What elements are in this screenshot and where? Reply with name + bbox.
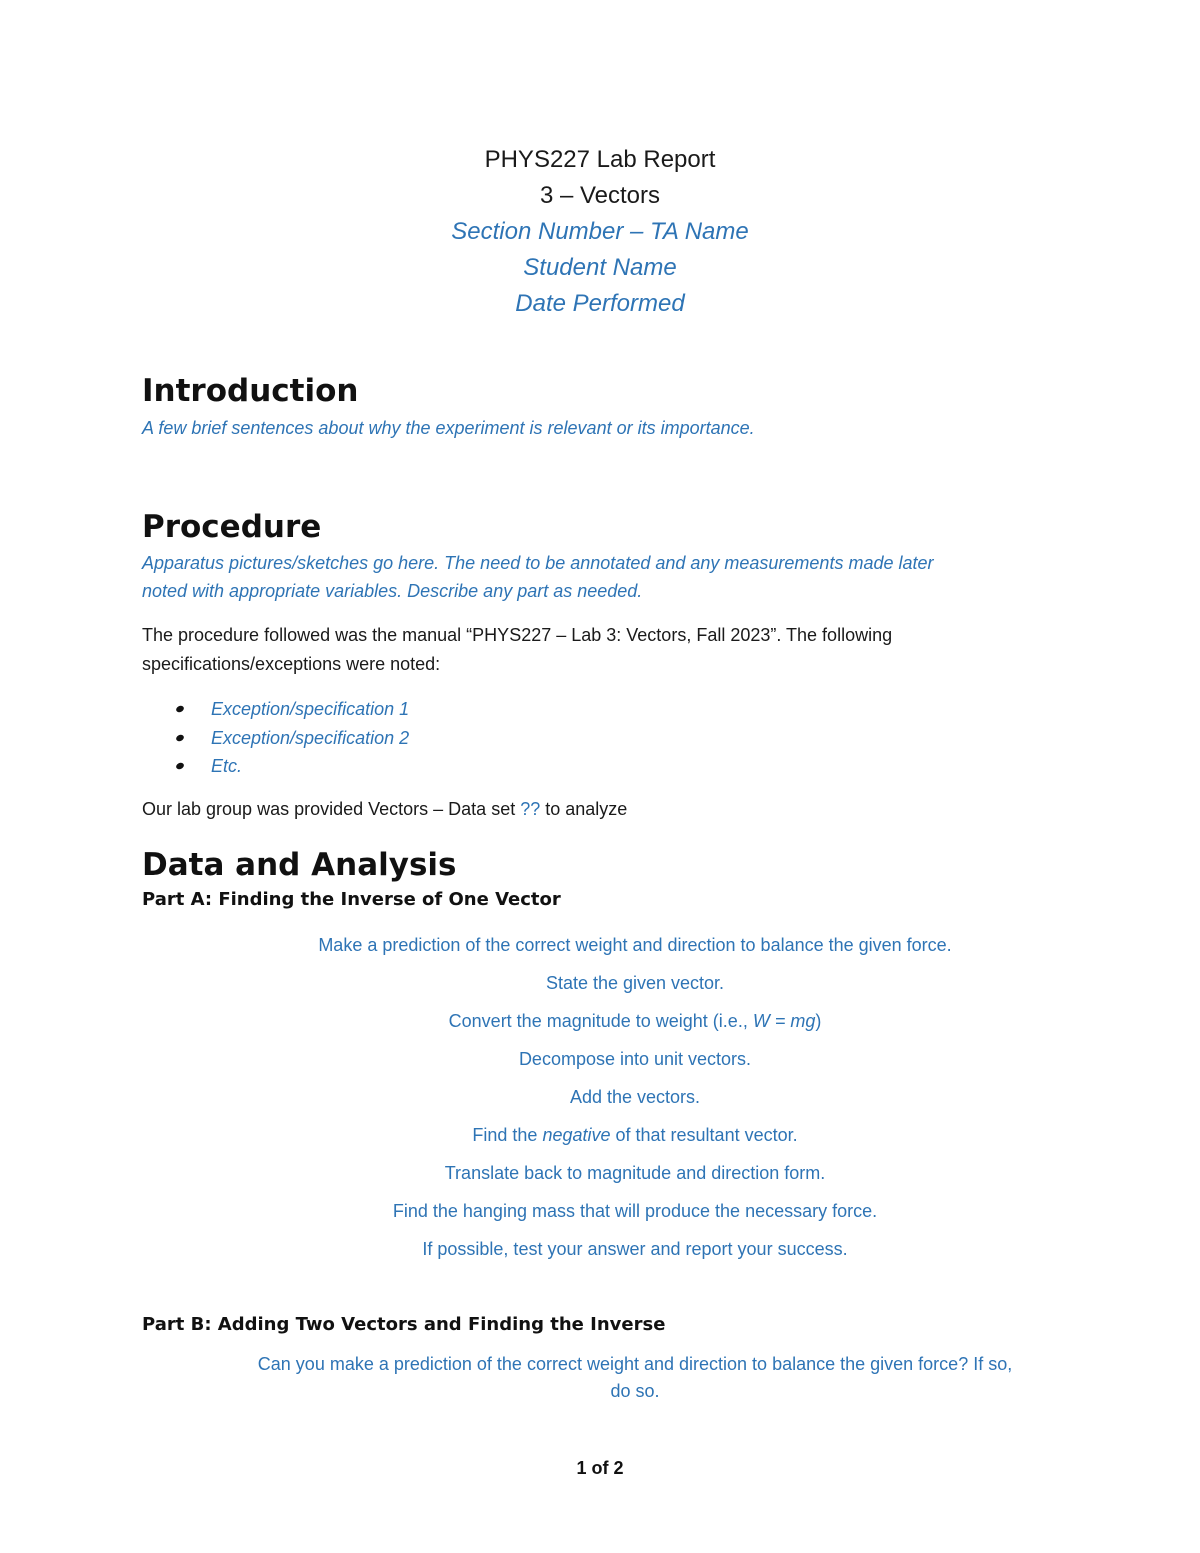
dataset-value-placeholder: ?? <box>520 799 541 819</box>
list-item: Exception/specification 1 <box>176 695 976 724</box>
part-b-prompt-line2: do so. <box>610 1381 660 1401</box>
part-a-step: Find the hanging mass that will produce the necessary force. <box>392 1201 878 1221</box>
apparatus-placeholder-line2: noted with appropriate variables. Describe any part as needed. <box>142 581 643 601</box>
section-ta-placeholder: Section Number – TA Name <box>451 218 749 245</box>
procedure-manual-line1: The procedure followed was the manual “PHYS227 – Lab 3: Vectors, Fall 2023”. The following <box>142 625 893 645</box>
part-a-step: If possible, test your answer and report your success. <box>422 1239 848 1259</box>
part-a-step: Make a prediction of the correct weight and direction to balance the given force. <box>318 935 952 955</box>
data-analysis-heading: Data and Analysis <box>142 847 457 883</box>
bullet-icon <box>175 705 185 714</box>
apparatus-placeholder-line1: Apparatus pictures/sketches go here. The need to be annotated and any measurements made later <box>142 553 934 573</box>
part-a-step: Decompose into unit vectors. <box>518 1049 752 1069</box>
dataset-statement: Our lab group was provided Vectors – Data set ?? to analyze <box>142 799 628 819</box>
part-b-prompt-line1: Can you make a prediction of the correct weight and direction to balance the given force? If so, <box>257 1354 1013 1374</box>
part-a-step: State the given vector. <box>545 973 725 993</box>
page-indicator: 1 of 2 <box>576 1458 624 1478</box>
part-a-step: Find the negative of that resultant vector. <box>472 1125 798 1145</box>
introduction-heading: Introduction <box>142 373 359 409</box>
list-item: Etc. <box>176 752 976 781</box>
part-a-heading: Part A: Finding the Inverse of One Vector <box>142 889 561 910</box>
date-performed-placeholder: Date Performed <box>515 290 685 317</box>
bullet-icon <box>175 762 185 771</box>
list-item: Exception/specification 2 <box>176 724 976 753</box>
procedure-heading: Procedure <box>142 509 322 545</box>
procedure-manual-line2: specifications/exceptions were noted: <box>142 654 441 674</box>
introduction-placeholder: A few brief sentences about why the experiment is relevant or its importance. <box>142 418 755 438</box>
bullet-icon <box>175 733 185 742</box>
student-name-placeholder: Student Name <box>523 254 677 281</box>
weight-formula: W = mg <box>752 1011 816 1031</box>
course-title: PHYS227 Lab Report <box>484 146 716 173</box>
exceptions-list <box>176 695 976 781</box>
part-a-step: Add the vectors. <box>569 1087 701 1107</box>
part-b-heading: Part B: Adding Two Vectors and Finding the Inverse <box>142 1314 666 1335</box>
part-a-step: Convert the magnitude to weight (i.e., W = mg) <box>448 1011 822 1031</box>
part-a-step: Translate back to magnitude and direction form. <box>444 1163 826 1183</box>
lab-title: 3 – Vectors <box>539 182 661 209</box>
